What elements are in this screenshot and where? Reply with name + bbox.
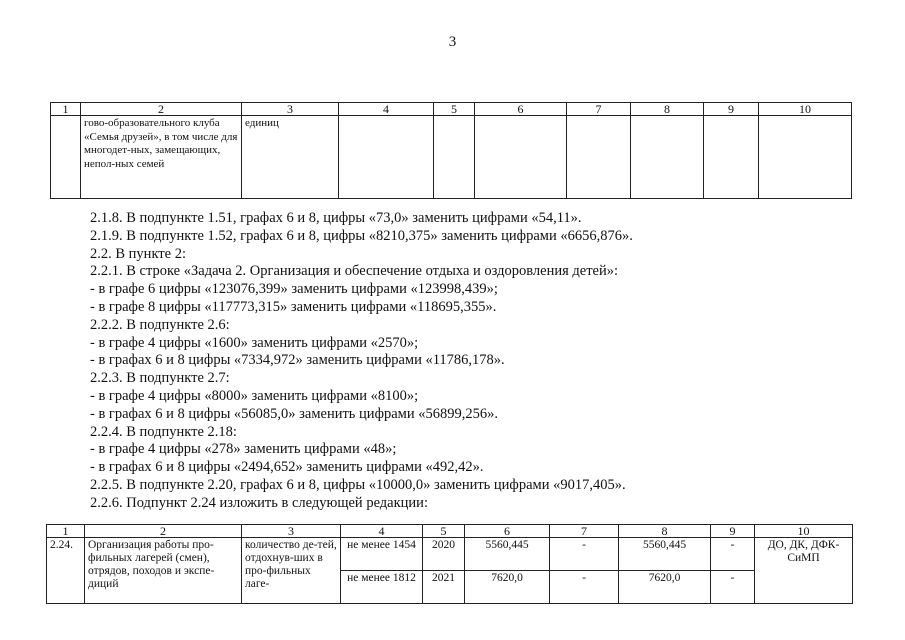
paragraph: 2.2.6. Подпункт 2.24 изложить в следующей редакции:	[90, 494, 428, 511]
table-subpoint-2-24	[46, 524, 853, 604]
year-cell: 2020	[423, 538, 465, 571]
paragraph: - в графе 4 цифры «8000» заменить цифрами «8100»;	[90, 387, 419, 404]
target-value: не менее 1812	[341, 571, 423, 604]
graph7-value: -	[550, 571, 619, 604]
col-header: 1	[51, 103, 81, 116]
table-cell-unit: единиц	[242, 116, 339, 199]
col-header: 10	[755, 525, 853, 538]
table-cell	[704, 116, 759, 199]
target-value: не менее 1454	[341, 538, 423, 571]
responsible-cell: ДО, ДК, ДФК-СиМП	[755, 538, 853, 604]
col-header: 10	[759, 103, 852, 116]
graph9-value: -	[711, 571, 755, 604]
table-cell	[51, 116, 81, 199]
col-header: 1	[47, 525, 85, 538]
col-header: 8	[619, 525, 711, 538]
paragraph: - в графе 8 цифры «117773,315» заменить цифрами «118695,355».	[90, 298, 497, 315]
item-number: 2.24.	[47, 538, 85, 604]
table-row	[47, 538, 853, 571]
col-header: 4	[339, 103, 434, 116]
paragraph: 2.2.5. В подпункте 2.20, графах 6 и 8, цифры «10000,0» заменить цифрами «9017,405».	[90, 476, 626, 493]
col-header: 6	[475, 103, 567, 116]
col-header: 5	[434, 103, 475, 116]
col-header: 6	[465, 525, 550, 538]
table-continuation	[50, 102, 852, 199]
table-header-row	[51, 103, 852, 116]
graph6-value: 7620,0	[465, 571, 550, 604]
col-header: 7	[550, 525, 619, 538]
graph6-value: 5560,445	[465, 538, 550, 571]
paragraph: 2.2.3. В подпункте 2.7:	[90, 370, 230, 387]
col-header: 7	[567, 103, 631, 116]
graph8-value: 5560,445	[619, 538, 711, 571]
paragraph: 2.1.8. В подпункте 1.51, графах 6 и 8, цифры «73,0» заменить цифрами «54,11».	[90, 210, 582, 226]
paragraph: 2.2.2. В подпункте 2.6:	[90, 316, 230, 333]
table-cell	[475, 116, 567, 199]
col-header: 9	[711, 525, 755, 538]
col-header: 2	[85, 525, 242, 538]
item-name: Организация работы про-фильных лагерей (смен), отрядов, походов и экспе-диций	[85, 538, 242, 604]
table-cell-name: гово-образовательного клуба «Семья друзей», в том числе для многодет-ных, замещающих, непол-ных семей	[81, 116, 242, 199]
paragraph: - в графах 6 и 8 цифры «2494,652» заменить цифрами «492,42».	[90, 459, 484, 476]
paragraph: - в графах 6 и 8 цифры «7334,972» заменить цифрами «11786,178».	[90, 352, 505, 369]
col-header: 3	[242, 525, 341, 538]
table-cell	[567, 116, 631, 199]
table-cell	[434, 116, 475, 199]
col-header: 3	[242, 103, 339, 116]
page-number: 3	[448, 34, 457, 50]
table-header-row	[47, 525, 853, 538]
paragraph: - в графе 4 цифры «1600» заменить цифрами «2570»;	[90, 334, 419, 351]
paragraph: 2.2. В пункте 2:	[90, 245, 186, 262]
graph9-value: -	[711, 538, 755, 571]
paragraph: 2.1.9. В подпункте 1.52, графах 6 и 8, цифры «8210,375» заменить цифрами «6656,876».	[90, 227, 633, 244]
col-header: 2	[81, 103, 242, 116]
col-header: 4	[341, 525, 423, 538]
table-cell	[339, 116, 434, 199]
paragraph: - в графе 4 цифры «278» заменить цифрами «48»;	[90, 441, 397, 458]
col-header: 8	[631, 103, 704, 116]
year-cell: 2021	[423, 571, 465, 604]
col-header: 9	[704, 103, 759, 116]
item-indicator: количество де-тей, отдохнув-ших в про-фильных лаге-	[242, 538, 341, 604]
amendment-text	[90, 210, 870, 513]
col-header: 5	[423, 525, 465, 538]
graph8-value: 7620,0	[619, 571, 711, 604]
graph7-value: -	[550, 538, 619, 571]
paragraph: 2.2.1. В строке «Задача 2. Организация и обеспечение отдыха и оздоровления детей»:	[90, 263, 619, 280]
paragraph: - в графе 6 цифры «123076,399» заменить цифрами «123998,439»;	[90, 281, 498, 298]
table-cell	[759, 116, 852, 199]
table-row	[51, 116, 852, 199]
paragraph: - в графах 6 и 8 цифры «56085,0» заменить цифрами «56899,256».	[90, 405, 498, 422]
paragraph: 2.2.4. В подпункте 2.18:	[90, 423, 237, 440]
table-cell	[631, 116, 704, 199]
